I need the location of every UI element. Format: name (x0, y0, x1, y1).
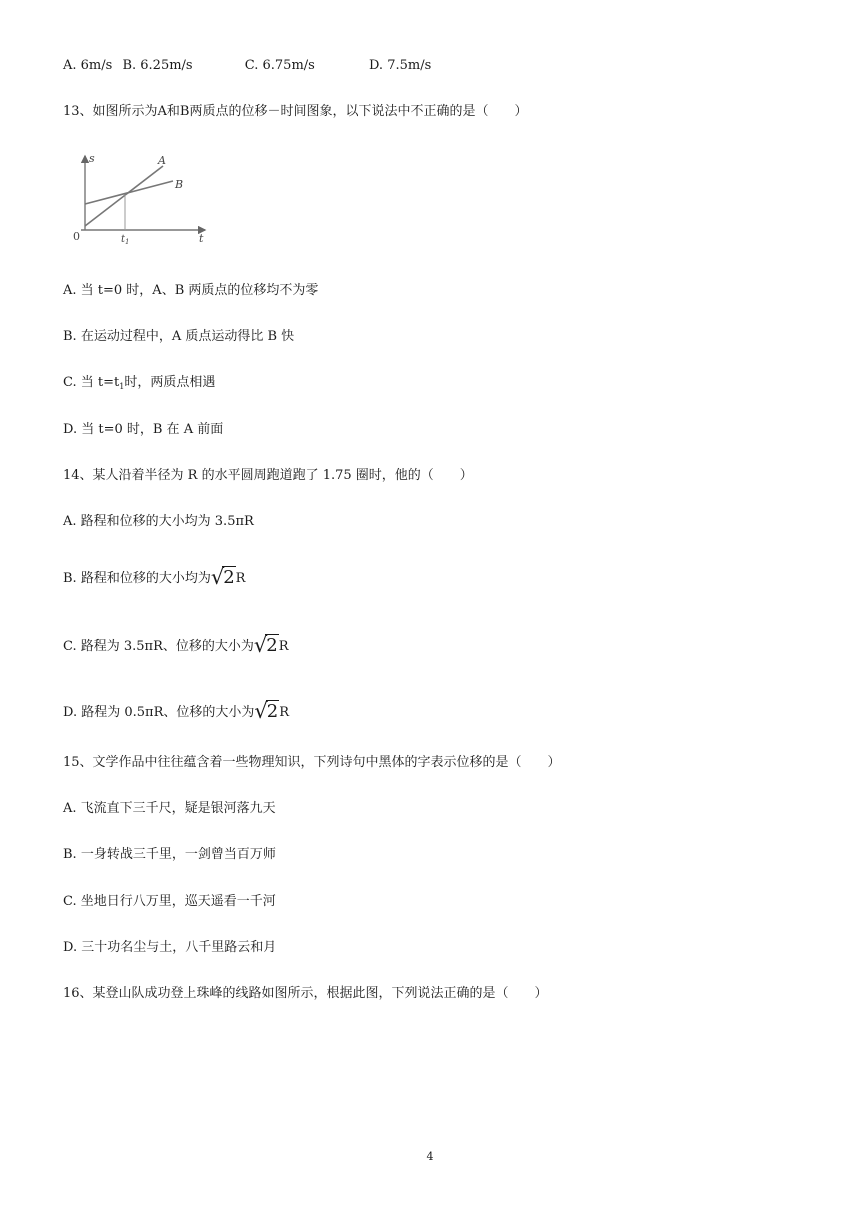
q12-option-c: C. 6.75m/s (244, 58, 315, 73)
q12-option-a: A. 6m/s (63, 58, 113, 73)
line-b-label: B (175, 178, 184, 191)
sqrt-expression: √2 (253, 633, 278, 657)
q14-option-b: B. 路程和位移的大小均为√2R (63, 565, 246, 589)
q15-option-b: B. 一身转战三千里，一剑曾当百万师 (63, 847, 276, 862)
t1-label: $t_1$ (121, 234, 130, 246)
q13-option-a: A. 当 t=0 时，A、B 两质点的位移均不为零 (63, 283, 319, 298)
q14-option-d: D. 路程为 0.5πR、位移的大小为√2R (63, 699, 290, 723)
q14-stem: 14、某人沿着半径为 R 的水平圆周跑道跑了 1.75 圈时，他的（ ） (63, 468, 473, 483)
t-axis-label: t (199, 232, 204, 245)
q13-option-d: D. 当 t=0 时，B 在 A 前面 (63, 422, 224, 437)
q13-option-b: B. 在运动过程中，A 质点运动得比 B 快 (63, 329, 295, 344)
s-axis-label: s (89, 152, 95, 165)
page-number: 4 (426, 1150, 434, 1163)
origin-label: 0 (73, 230, 80, 243)
q13-option-c: C. 当 $t=t_1$时，两质点相遇 (63, 375, 216, 391)
q15-option-a: A. 飞流直下三千尺，疑是银河落九天 (63, 801, 276, 816)
sqrt-expression: √2 (210, 565, 235, 589)
q15-stem: 15、文学作品中往往蕴含着一些物理知识，下列诗句中黑体的字表示位移的是（ ） (63, 755, 561, 770)
line-a (85, 166, 163, 226)
line-a-label: A (158, 154, 166, 167)
q13-displacement-time-graph (63, 148, 213, 248)
sqrt-expression: √2 (254, 699, 279, 723)
q12-option-b: B. 6.25m/s (122, 58, 193, 73)
q14-option-a: A. 路程和位移的大小均为 3.5πR (63, 514, 254, 529)
line-b (85, 181, 173, 204)
q14-option-c: C. 路程为 3.5πR、位移的大小为√2R (63, 633, 289, 657)
q15-option-c: C. 坐地日行八万里，巡天遥看一千河 (63, 894, 276, 909)
q12-option-d: D. 7.5m/s (368, 58, 432, 73)
q13-stem: 13、如图所示为A和B两质点的位移－时间图象，以下说法中不正确的是（ ） (63, 104, 528, 119)
q16-stem: 16、某登山队成功登上珠峰的线路如图所示，根据此图，下列说法正确的是（ ） (63, 986, 548, 1001)
q12-options (63, 57, 431, 75)
q15-option-d: D. 三十功名尘与土，八千里路云和月 (63, 940, 277, 955)
